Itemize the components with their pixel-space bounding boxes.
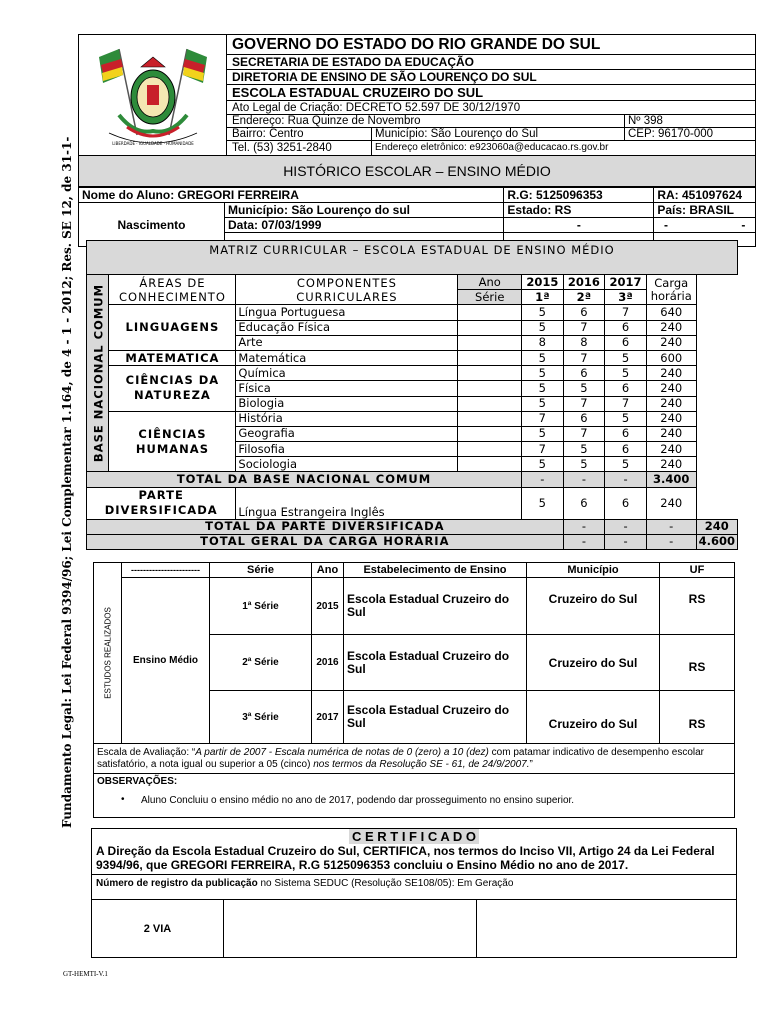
grade: 5 <box>563 381 605 396</box>
estudos-side-label: ESTUDOS REALIZADOS <box>103 607 113 699</box>
grade: 6 <box>605 381 647 396</box>
obs-item <box>97 795 731 806</box>
carga: 240 <box>646 411 696 426</box>
subject-row-blank <box>458 396 522 411</box>
cert-registro <box>92 874 736 899</box>
grade: 6 <box>563 305 605 320</box>
subject-name: História <box>236 411 458 426</box>
subject-row-blank <box>458 442 522 457</box>
subject-row-blank <box>458 457 522 472</box>
dash: - <box>646 534 696 549</box>
escala-b: A partir de 2007 - Escala numérica de notas de 0 (zero) a 10 (dez) <box>195 746 489 758</box>
cert-title-wrap <box>92 830 736 844</box>
grade: 7 <box>563 426 605 441</box>
grade: 5 <box>522 487 564 519</box>
row-ano: 2017 <box>312 691 344 744</box>
row-estab: Escola Estadual Cruzeiro do Sul <box>344 691 527 744</box>
dash: - <box>563 534 605 549</box>
obs-text: Aluno Concluiu o ensino médio no ano de 2017, podendo dar prosseguimento no ensino superior. <box>141 795 575 806</box>
base-side <box>87 275 109 472</box>
header-dir: DIRETORIA DE ENSINO DE SÃO LOURENÇO DO SUL <box>227 70 755 85</box>
grade: 6 <box>605 320 647 335</box>
group-matematica: MATEMATICA <box>109 350 236 365</box>
row-estab: Escola Estadual Cruzeiro do Sul <box>344 578 527 635</box>
carga: 240 <box>646 320 696 335</box>
grade: 5 <box>563 457 605 472</box>
subject-row-blank <box>458 411 522 426</box>
grade: 8 <box>563 335 605 350</box>
grade: 5 <box>522 426 564 441</box>
dash: - <box>646 519 696 534</box>
crest-motto: LIBERDADE · IGUALDADE · HUMANIDADE <box>112 141 194 146</box>
birth-municipio: Município: São Lourenço do sul <box>225 203 504 218</box>
subject-name: Biologia <box>236 396 458 411</box>
escala-c: com patamar indicativo de desempenho escolar satisfatório, a nota igual ou superior a 05 (cinco) <box>97 746 705 770</box>
subject-row-blank <box>458 335 522 350</box>
ano-label: Ano <box>458 275 522 290</box>
header-email <box>371 141 608 155</box>
row-uf: RS <box>660 578 735 635</box>
header-school: ESCOLA ESTADUAL CRUZEIRO DO SUL <box>227 85 755 101</box>
grade: 7 <box>605 305 647 320</box>
grade: 6 <box>563 487 605 519</box>
grade: 6 <box>563 411 605 426</box>
page-title: HISTÓRICO ESCOLAR – ENSINO MÉDIO <box>78 156 756 187</box>
subject-row-blank <box>458 366 522 381</box>
serie-3: 3ª <box>605 290 647 305</box>
subject-row-blank <box>458 350 522 365</box>
header-ato: Ato Legal de Criação: DECRETO 52.597 DE 30/12/1970 <box>227 101 755 115</box>
year-2017: 2017 <box>605 275 647 290</box>
escala-e: ” <box>529 758 533 770</box>
coat-of-arms-icon <box>79 35 227 155</box>
grade: 5 <box>522 350 564 365</box>
row-ano: 2016 <box>312 635 344 691</box>
row-estab: Escola Estadual Cruzeiro do Sul <box>344 635 527 691</box>
componentes-header-text: COMPONENTES CURRICULARES <box>296 275 398 304</box>
grade: 5 <box>605 350 647 365</box>
escala-a: Escala de Avaliação: “ <box>97 746 196 758</box>
serie-label: Série <box>458 290 522 305</box>
subject-name: Sociologia <box>236 457 458 472</box>
obs-label: OBSERVAÇÕES: <box>97 776 178 787</box>
footer-code: GT-HEMTI-V.1 <box>63 970 108 978</box>
reg-label: Número de registro da publicação <box>96 878 258 889</box>
grade: 5 <box>522 320 564 335</box>
blank-dash <box>504 218 654 233</box>
birth-estado: Estado: RS <box>504 203 654 218</box>
header <box>78 34 756 156</box>
group-ciencias-humanas: CIÊNCIAS HUMANAS <box>109 411 236 472</box>
subject-name: Matemática <box>236 350 458 365</box>
fundamento-legal: Fundamento Legal: Lei Federal 9394/96; Lei Complementar 1.164, de 4 - 1 - 2012; Res. SE 12, de 31-1- <box>60 136 74 828</box>
grade: 7 <box>605 396 647 411</box>
total-base-label: TOTAL DA BASE NACIONAL COMUM <box>87 472 522 487</box>
birth-date: Data: 07/03/1999 <box>225 218 504 233</box>
areas-header-text: ÁREAS DE CONHECIMENTO <box>118 275 226 304</box>
row-serie: 3ª Série <box>210 691 312 744</box>
divider <box>476 900 477 958</box>
grade: 6 <box>605 487 647 519</box>
estudos-side <box>94 563 122 744</box>
grade: 5 <box>522 366 564 381</box>
total-parte-value: 240 <box>696 519 737 534</box>
dash: - <box>741 218 746 232</box>
areas-header <box>109 275 236 305</box>
year-2015: 2015 <box>522 275 564 290</box>
dash: - <box>605 534 647 549</box>
cert-signatures <box>92 899 736 957</box>
nascimento-label: Nascimento <box>79 203 225 247</box>
carga: 240 <box>646 487 696 519</box>
observacoes <box>94 774 735 818</box>
student-rg: R.G: 5125096353 <box>504 188 654 203</box>
carga: 640 <box>646 305 696 320</box>
base-side-label: BASE NACIONAL COMUM <box>91 284 106 463</box>
col-uf: UF <box>660 563 735 578</box>
header-numero: Nº 398 <box>624 115 663 127</box>
serie-1: 1ª <box>522 290 564 305</box>
total-base-value: 3.400 <box>646 472 696 487</box>
dash: - <box>522 472 564 487</box>
student-name: Nome do Aluno: GREGORI FERREIRA <box>79 188 504 203</box>
subject-name: Arte <box>236 335 458 350</box>
grade: 7 <box>563 396 605 411</box>
carga: 240 <box>646 381 696 396</box>
certificado <box>91 828 737 958</box>
col-serie: Série <box>210 563 312 578</box>
matriz-curricular <box>86 240 738 550</box>
blank-dash <box>654 218 756 233</box>
grade: 5 <box>605 411 647 426</box>
cert-text: A Direção da Escola Estadual Cruzeiro do Sul, CERTIFICA, nos termos do Inciso VII, Artigo 24 da Lei Federal 9394/96, que GREGORI FERREIRA, R.G 5125096353 concluiu o Ensino Médio no ano de 2017. <box>96 844 715 872</box>
birth-pais: País: BRASIL <box>654 203 756 218</box>
grade: 6 <box>605 442 647 457</box>
header-endereco: Endereço: Rua Quinze de Novembro <box>232 115 421 127</box>
grade: 7 <box>522 442 564 457</box>
dash: - <box>605 472 647 487</box>
grade: 5 <box>522 305 564 320</box>
carga: 240 <box>646 366 696 381</box>
header-email-text: Endereço eletrônico: e923060a@educacao.rs.gov.br <box>375 142 609 153</box>
col-mun: Município <box>527 563 660 578</box>
subject-row-blank <box>458 426 522 441</box>
group-ciencias-natureza: CIÊNCIAS DA NATUREZA <box>109 366 236 412</box>
row-serie: 2ª Série <box>210 635 312 691</box>
componentes-header <box>236 275 458 305</box>
crest-box <box>79 35 227 155</box>
grade: 7 <box>563 350 605 365</box>
grade: 5 <box>605 366 647 381</box>
student-info <box>78 187 756 247</box>
reg-rest: no Sistema SEDUC (Resolução SE108/05): Em Geração <box>257 878 514 889</box>
header-tel-row <box>227 141 755 155</box>
grade: 7 <box>563 320 605 335</box>
matriz-title: MATRIZ CURRICULAR – ESCOLA ESTADUAL DE ENSINO MÉDIO <box>87 241 738 275</box>
row-mun: Cruzeiro do Sul <box>527 635 660 691</box>
col-blank: ----------------------- <box>122 563 210 578</box>
dash: - <box>605 519 647 534</box>
total-geral-label: TOTAL GERAL DA CARGA HORÁRIA <box>87 534 564 549</box>
header-bairro: Bairro: Centro <box>232 128 304 140</box>
parte-diversificada: PARTE DIVERSIFICADA <box>87 487 236 519</box>
escala-avaliacao <box>94 744 735 774</box>
serie-2: 2ª <box>563 290 605 305</box>
grade: 6 <box>605 426 647 441</box>
col-estab: Estabelecimento de Ensino <box>344 563 527 578</box>
grade: 6 <box>605 335 647 350</box>
subject-row-blank <box>458 305 522 320</box>
col-ano: Ano <box>312 563 344 578</box>
header-municipio: Município: São Lourenço do Sul <box>371 128 538 140</box>
carga: 600 <box>646 350 696 365</box>
header-bairro-row <box>227 128 755 141</box>
grade: 5 <box>522 457 564 472</box>
row-mun: Cruzeiro do Sul <box>527 578 660 635</box>
escala-d: nos termos da Resolução SE - 61, de 24/9/2007. <box>313 758 530 770</box>
subject-name: Filosofia <box>236 442 458 457</box>
carga-header: Carga horária <box>646 275 696 305</box>
via-label: 2 VIA <box>92 900 224 958</box>
cert-title: C E R T I F I C A D O <box>349 829 479 844</box>
header-sec: SECRETARIA DE ESTADO DA EDUCAÇÃO <box>227 55 755 70</box>
header-lines <box>227 35 755 155</box>
total-geral-value: 4.600 <box>696 534 737 549</box>
total-parte-label: TOTAL DA PARTE DIVERSIFICADA <box>87 519 564 534</box>
carga: 240 <box>646 426 696 441</box>
dash: - <box>663 218 668 232</box>
dash: - <box>576 218 581 232</box>
bullet-icon: • <box>121 794 125 805</box>
grade: 7 <box>522 411 564 426</box>
grade: 5 <box>563 442 605 457</box>
subject-name: Geografia <box>236 426 458 441</box>
grade: 8 <box>522 335 564 350</box>
subject-name: Educação Física <box>236 320 458 335</box>
carga: 240 <box>646 457 696 472</box>
subject-name: Física <box>236 381 458 396</box>
row-ano: 2015 <box>312 578 344 635</box>
sidebar <box>46 136 88 828</box>
row-mun: Cruzeiro do Sul <box>527 691 660 744</box>
group-linguagens: LINGUAGENS <box>109 305 236 351</box>
row-uf: RS <box>660 691 735 744</box>
row-uf: RS <box>660 635 735 691</box>
grade: 6 <box>563 366 605 381</box>
student-ra: RA: 451097624 <box>654 188 756 203</box>
dash: - <box>563 472 605 487</box>
subject-name: Língua Estrangeira Inglês <box>236 487 522 519</box>
subject-row-blank <box>458 320 522 335</box>
subject-name: Língua Portuguesa <box>236 305 458 320</box>
carga: 240 <box>646 335 696 350</box>
carga: 240 <box>646 396 696 411</box>
grade: 5 <box>522 381 564 396</box>
header-endereco-row <box>227 115 755 128</box>
grade: 5 <box>522 396 564 411</box>
header-cep: CEP: 96170-000 <box>624 128 713 140</box>
carga: 240 <box>646 442 696 457</box>
subject-name: Química <box>236 366 458 381</box>
grade: 5 <box>605 457 647 472</box>
year-2016: 2016 <box>563 275 605 290</box>
header-gov: GOVERNO DO ESTADO DO RIO GRANDE DO SUL <box>227 35 755 55</box>
ensino-medio: Ensino Médio <box>122 578 210 744</box>
row-serie: 1ª Série <box>210 578 312 635</box>
dash: - <box>563 519 605 534</box>
estudos-realizados <box>93 562 735 818</box>
subject-row-blank <box>458 381 522 396</box>
header-tel: Tel. (53) 3251-2840 <box>232 142 332 154</box>
